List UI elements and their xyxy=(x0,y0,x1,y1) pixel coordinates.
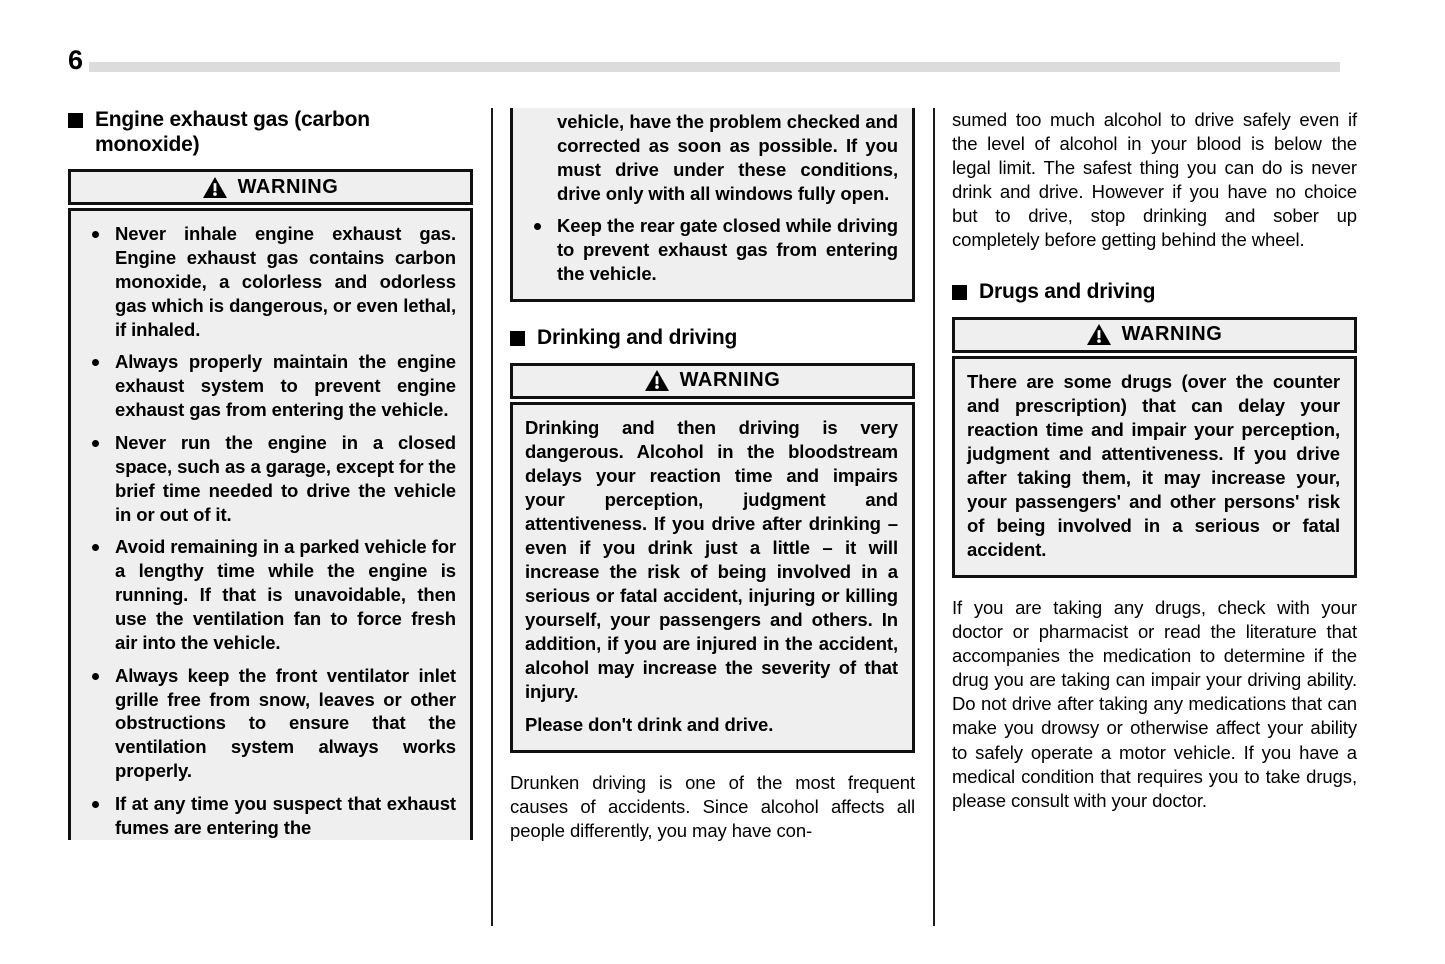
warning-paragraph: There are some drugs (over the counter and prescription) that can delay your reaction time and impair your perception, judgment and attentiveness. If you drive after taking them, it may increase your, your passengers' and other persons' risk of being involved in a serious or fatal accident. xyxy=(967,370,1340,561)
list-item: Never inhale engine exhaust gas. Engine exhaust gas contains carbon monoxide, a colorless and odorless gas which is dangerous, or even lethal, if inhaled. xyxy=(83,222,456,341)
list-item: Keep the rear gate closed while driving to prevent exhaust gas from entering the vehicle. xyxy=(525,214,898,286)
square-bullet-icon xyxy=(510,331,525,346)
section-heading-label: Drugs and driving xyxy=(979,280,1156,304)
list-item: Always properly maintain the engine exhaust system to prevent engine exhaust gas from entering the vehicle. xyxy=(83,350,456,422)
body-paragraph-drugs: If you are taking any drugs, check with your doctor or pharmacist or read the literature that accompanies the medication to determine if the drug you are taking can impair your driving ability. Do not drive after taking any medications that can make you drowsy or otherwise affect your ability to safely operate a motor vehicle. If you have a medical condition that requires you to take drugs, please consult with your doctor. xyxy=(952,597,1357,811)
warning-header-drugs xyxy=(952,317,1357,353)
column-gap-left xyxy=(473,108,510,926)
warning-label: WARNING xyxy=(1121,323,1223,346)
warning-bullet-list-continued xyxy=(525,110,898,286)
column-middle xyxy=(510,108,915,926)
warning-body-engine-exhaust-continued xyxy=(510,108,915,302)
list-item: Avoid remaining in a parked vehicle for a lengthy time while the engine is running. If that is unavoidable, then use the ventilation fan to force fresh air into the vehicle. xyxy=(83,535,456,654)
warning-triangle-icon xyxy=(1087,324,1111,345)
section-heading-label: Engine exhaust gas (carbon monoxide) xyxy=(95,108,370,156)
warning-body-drugs xyxy=(952,356,1357,578)
body-paragraph-continued: sumed too much alcohol to drive safely even if the level of alcohol in your blood is below the legal limit. The safest thing you can do is never drink and drive. However if you have no choice but to drive, stop drinking and sober up completely before getting behind the wheel. xyxy=(952,109,1357,251)
section-heading-engine-exhaust-gas xyxy=(68,108,473,157)
warning-body-engine-exhaust xyxy=(68,208,473,840)
spacer xyxy=(510,753,915,771)
warning-body-drinking xyxy=(510,402,915,754)
warning-label: WARNING xyxy=(237,175,339,198)
header-rule xyxy=(89,62,1340,72)
column-right xyxy=(952,108,1357,926)
warning-header-engine-exhaust xyxy=(68,169,473,205)
square-bullet-icon xyxy=(68,113,83,128)
column-divider xyxy=(933,108,935,926)
section-heading-drinking-and-driving xyxy=(510,326,915,351)
warning-triangle-icon xyxy=(203,177,227,198)
page-number: 6 xyxy=(68,45,83,75)
body-paragraph-drunken-driving: Drunken driving is one of the most frequent causes of accidents. Since alcohol affects all people differently, you may have con- xyxy=(510,772,915,842)
spacer xyxy=(952,266,1357,280)
warning-triangle-icon xyxy=(645,370,669,391)
column-divider xyxy=(491,108,493,926)
warning-paragraph: Drinking and then driving is very dangerous. Alcohol in the bloodstream delays your reaction time and impairs your perception, judgment and attentiveness. If you drive after drinking – even if you drink just a little – it will increase the risk of being involved in a serious or fatal accident, injuring or killing yourself, your passengers and others. In addition, if you are injured in the accident, alcohol may increase the severity of that injury. xyxy=(525,416,898,703)
list-item: Never run the engine in a closed space, such as a garage, except for the brief time needed to drive the vehicle in or out of it. xyxy=(83,431,456,526)
section-heading-label: Drinking and driving xyxy=(537,326,738,350)
square-bullet-icon xyxy=(952,285,967,300)
warning-label: WARNING xyxy=(679,369,781,392)
list-item: If at any time you suspect that exhaust fumes are entering the xyxy=(83,792,456,840)
warning-header-drinking xyxy=(510,363,915,399)
list-item: Always keep the front ventilator inlet grille free from snow, leaves or other obstructions to ensure that the ventilation system always works properly. xyxy=(83,664,456,783)
column-gap-right xyxy=(915,108,952,926)
page-header xyxy=(68,42,1340,76)
list-item-continuation: vehicle, have the problem checked and corrected as soon as possible. If you must drive under these conditions, drive only with all windows fully open. xyxy=(557,111,898,204)
warning-paragraph: Please don't drink and drive. xyxy=(525,714,774,736)
warning-bullet-list xyxy=(83,222,456,840)
section-heading-drugs-and-driving xyxy=(952,280,1357,305)
spacer xyxy=(952,578,1357,596)
spacer xyxy=(510,302,915,326)
column-left xyxy=(68,108,473,926)
three-column-layout xyxy=(68,108,1358,926)
